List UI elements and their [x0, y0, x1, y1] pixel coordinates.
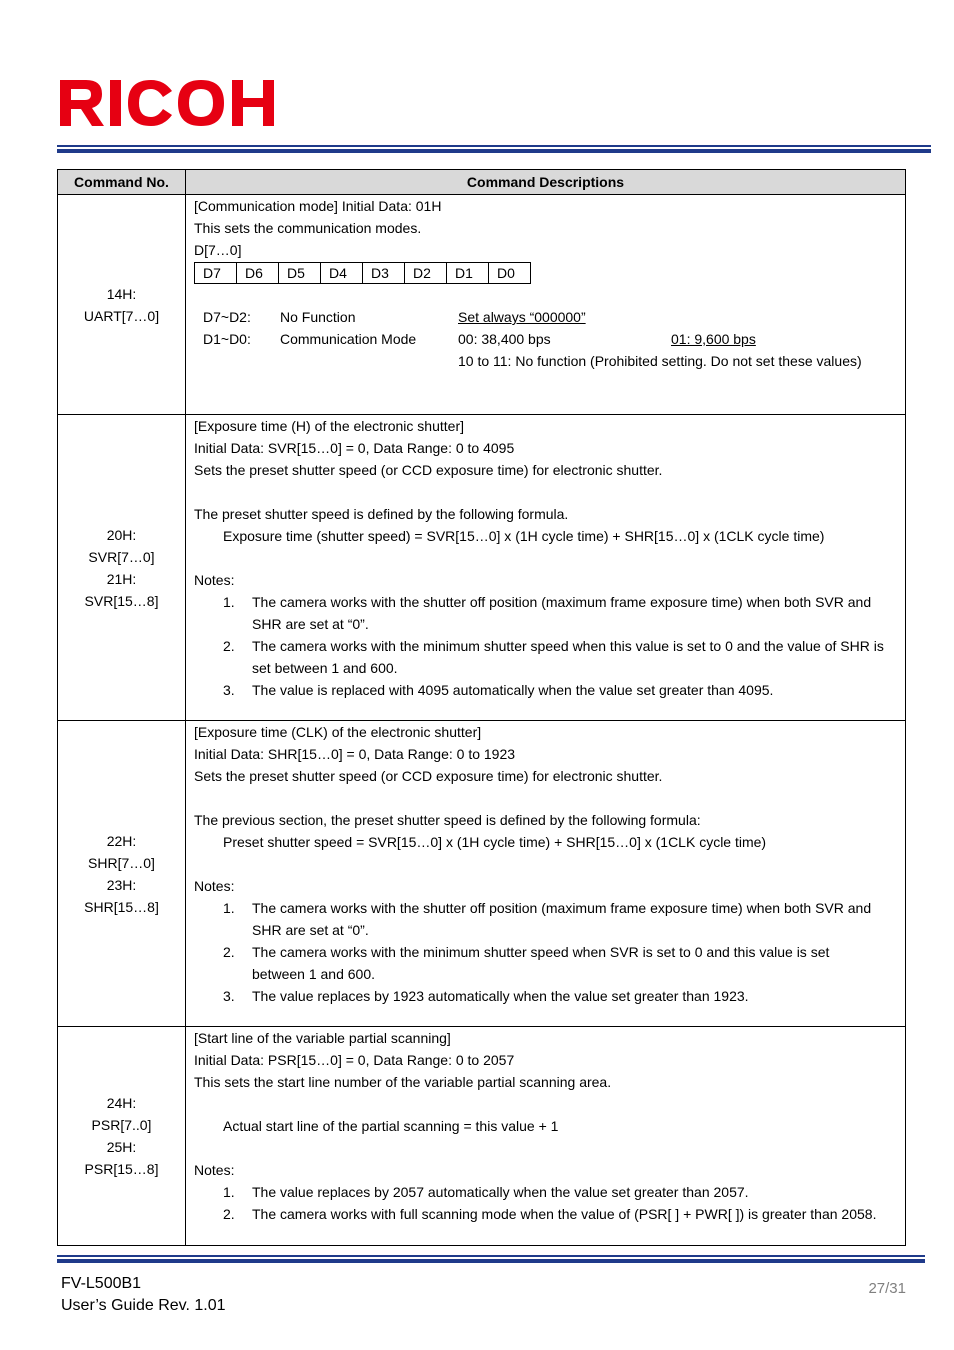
- footer-rule: [57, 1255, 925, 1263]
- command-cell: [58, 415, 186, 721]
- note-item: 2. The camera works with the minimum shutter speed when this value is set to 0 and the value of SHR is set between 1 and 600.: [223, 638, 884, 676]
- description-cell: [186, 415, 906, 721]
- command-code: 21H:: [106, 570, 137, 587]
- header-rule: [57, 145, 931, 153]
- field-d1-d0-note: [194, 350, 897, 372]
- bit-cell: D3: [362, 262, 405, 284]
- field-value: 00: 38,400 bps: [458, 331, 551, 347]
- note-item: 2. The camera works with the minimum shutter speed when SVR is set to 0 and this value is set between 1 and 600.: [223, 944, 830, 982]
- desc-line: The previous section, the preset shutter speed is defined by the following formula:: [194, 812, 701, 828]
- table-header-row: [58, 170, 906, 195]
- footer-model: FV-L500B1: [61, 1275, 142, 1292]
- desc-line: Sets the preset shutter speed (or CCD exposure time) for electronic shutter.: [194, 462, 663, 478]
- field-name: Communication Mode: [280, 331, 417, 347]
- notes-list: [194, 591, 897, 701]
- note-item: 1. The value replaces by 2057 automatically when the value set greater than 2057.: [223, 1184, 749, 1200]
- bit-field-table: [194, 262, 897, 284]
- command-code: 25H:: [106, 1139, 137, 1155]
- field-note: 10 to 11: No function (Prohibited setting. Do not set these values): [458, 353, 862, 369]
- bit-cell: D7: [194, 262, 237, 284]
- formula: Preset shutter speed = SVR[15…0] x (1H cycle time) + SHR[15…0] x (1CLK cycle time): [223, 834, 767, 850]
- notes-label: Notes:: [194, 878, 235, 894]
- command-register: SHR[15…8]: [84, 898, 159, 915]
- col-header-command: Command No.: [58, 170, 186, 195]
- desc-title: [Communication mode] Initial Data: 01H: [194, 198, 442, 214]
- table-row: [58, 721, 906, 1027]
- notes-label: Notes:: [194, 1162, 235, 1178]
- desc-line: The preset shutter speed is defined by the following formula.: [194, 506, 569, 522]
- command-code: 23H:: [106, 876, 137, 893]
- command-register: SVR[15…8]: [84, 592, 159, 609]
- command-register: PSR[7..0]: [91, 1117, 152, 1133]
- field-name: No Function: [280, 309, 356, 325]
- table-row: [58, 195, 906, 415]
- table-row: [58, 1027, 906, 1246]
- bit-cell: D2: [404, 262, 447, 284]
- desc-title: [Start line of the variable partial scanning]: [194, 1030, 451, 1046]
- bit-cell: D0: [488, 262, 531, 284]
- col-header-description: Command Descriptions: [186, 170, 906, 195]
- desc-line: This sets the start line number of the variable partial scanning area.: [194, 1074, 612, 1090]
- desc-line: D[7…0]: [194, 242, 242, 258]
- note-item: 2. The camera works with full scanning mode when the value of (PSR[ ] + PWR[ ]) is greater than 2058.: [223, 1206, 877, 1222]
- command-table: [57, 169, 906, 1246]
- desc-line: Initial Data: PSR[15…0] = 0, Data Range: 0 to 2057: [194, 1052, 515, 1068]
- description-cell: [186, 1027, 906, 1246]
- command-code: 14H:: [106, 285, 137, 302]
- note-item: 3. The value is replaced with 4095 automatically when the value set greater than 4095.: [223, 682, 774, 698]
- command-cell: [58, 721, 186, 1027]
- command-register: SHR[7…0]: [88, 854, 155, 871]
- notes-label: Notes:: [194, 572, 235, 588]
- formula: Actual start line of the partial scanning = this value + 1: [223, 1118, 559, 1134]
- bit-cell: D6: [236, 262, 279, 284]
- command-register: PSR[15…8]: [84, 1161, 159, 1177]
- command-code: 22H:: [106, 832, 137, 849]
- desc-line: Sets the preset shutter speed (or CCD exposure time) for electronic shutter.: [194, 768, 663, 784]
- description-cell: [186, 195, 906, 415]
- field-d1-d0: [194, 328, 897, 350]
- command-cell: [58, 1027, 186, 1246]
- desc-title: [Exposure time (CLK) of the electronic shutter]: [194, 724, 482, 740]
- desc-line: Initial Data: SHR[15…0] = 0, Data Range: 0 to 1923: [194, 746, 516, 762]
- notes-list: [194, 897, 897, 1007]
- desc-line: Initial Data: SVR[15…0] = 0, Data Range: 0 to 4095: [194, 440, 515, 456]
- field-value: Set always “000000”: [458, 309, 586, 325]
- footer-guide: User’s Guide Rev. 1.01: [61, 1297, 226, 1314]
- field-key: D1~D0:: [203, 331, 251, 347]
- footer-doc-info: [61, 1273, 226, 1317]
- command-code: 20H:: [106, 526, 137, 543]
- field-key: D7~D2:: [203, 309, 251, 325]
- note-item: 3. The value replaces by 1923 automatically when the value set greater than 1923.: [223, 988, 749, 1004]
- command-register: SVR[7…0]: [88, 548, 155, 565]
- page-number: 27/31: [868, 1280, 906, 1297]
- command-register: UART[7…0]: [83, 307, 160, 324]
- bit-cell: D1: [446, 262, 489, 284]
- table-row: [58, 415, 906, 721]
- desc-title: [Exposure time (H) of the electronic shutter]: [194, 418, 464, 434]
- formula: Exposure time (shutter speed) = SVR[15…0] x (1H cycle time) + SHR[15…0] x (1CLK cycle time): [223, 528, 825, 544]
- command-cell: [58, 195, 186, 415]
- desc-line: This sets the communication modes.: [194, 220, 422, 236]
- field-value: 01: 9,600 bps: [671, 331, 756, 347]
- command-code: 24H:: [106, 1095, 137, 1111]
- ricoh-logo: [60, 78, 300, 128]
- bit-cell: D5: [278, 262, 321, 284]
- notes-list: [194, 1181, 897, 1225]
- note-item: 1. The camera works with the shutter off position (maximum frame exposure time) when both SVR and SHR are set at “0”.: [223, 900, 872, 938]
- field-d7-d2: [194, 306, 897, 328]
- bit-cell: D4: [320, 262, 363, 284]
- note-item: 1. The camera works with the shutter off position (maximum frame exposure time) when both SVR and SHR are set at “0”.: [223, 594, 872, 632]
- description-cell: [186, 721, 906, 1027]
